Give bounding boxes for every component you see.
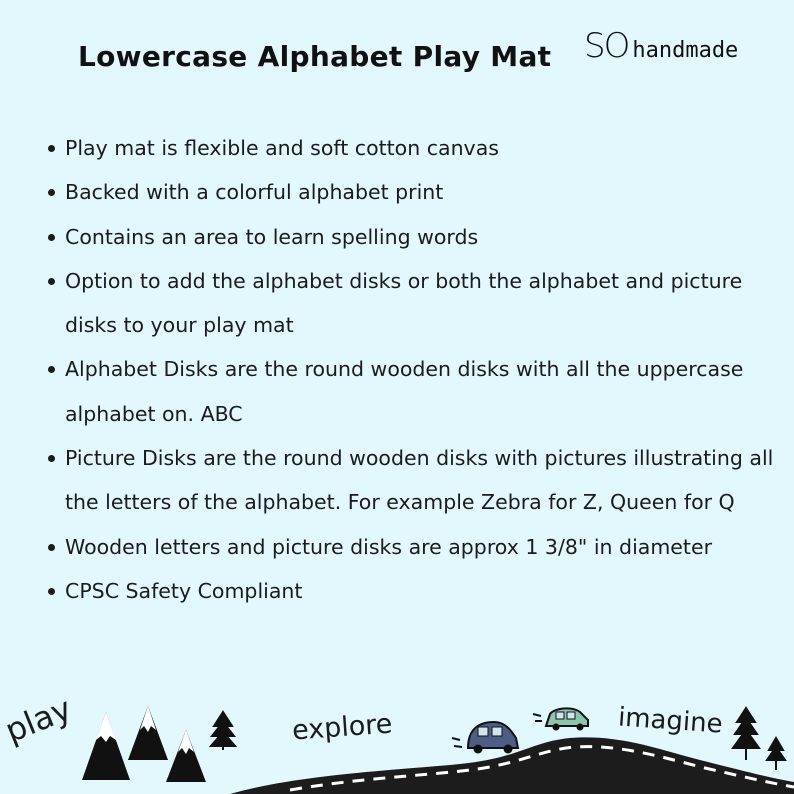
feature-list xyxy=(46,126,776,613)
car-icon xyxy=(452,722,518,754)
pine-tree-icon xyxy=(767,738,785,770)
footer-word-imagine: imagine xyxy=(617,702,724,740)
logo-handmade: handmade xyxy=(632,38,739,63)
pine-tree-icon xyxy=(211,712,235,750)
page-title: Lowercase Alphabet Play Mat xyxy=(78,40,552,73)
footer-word-play: play xyxy=(0,689,77,750)
list-item: Wooden letters and picture disks are approx 1 3/8" in diameter xyxy=(46,525,776,569)
list-item: Alphabet Disks are the round wooden disks with all the uppercase alphabet on. ABC xyxy=(46,347,776,436)
list-item: Picture Disks are the round wooden disks with pictures illustrating all the letters of the alphabet. For example Zebra for Z, Queen for Q xyxy=(46,436,776,525)
list-item: Contains an area to learn spelling words xyxy=(46,215,776,259)
car-icon xyxy=(533,708,588,730)
mountain-icon xyxy=(82,712,130,780)
pine-tree-icon xyxy=(733,708,759,760)
mountain-icon xyxy=(166,730,206,782)
list-item: Backed with a colorful alphabet print xyxy=(46,170,776,214)
list-item: Option to add the alphabet disks or both the alphabet and picture disks to your play mat xyxy=(46,259,776,348)
list-item: CPSC Safety Compliant xyxy=(46,569,776,613)
brand-logo xyxy=(584,26,738,66)
logo-so: SO xyxy=(584,26,629,66)
mountain-icon xyxy=(128,706,168,760)
list-item: Play mat is flexible and soft cotton canvas xyxy=(46,126,776,170)
footer-word-explore: explore xyxy=(291,708,394,747)
